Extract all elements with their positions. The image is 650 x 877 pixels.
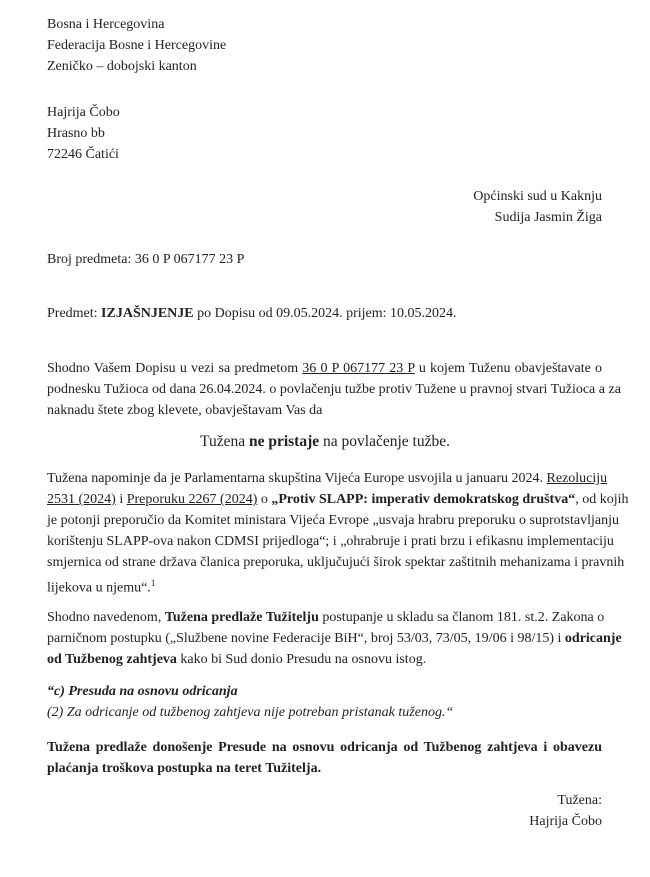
p3-bold: odricanje <box>564 631 622 646</box>
p1-text: u kojem Tuženu obavještavate o <box>414 361 602 376</box>
case-number-line <box>47 249 244 270</box>
p3-bold: od Tužbenog zahtjeva <box>47 652 177 667</box>
p1-line: naknadu štete zbog klevete, obavještavam Vas da <box>47 403 323 418</box>
case-number-ref: 36 0 P 067177 23 P <box>302 361 415 376</box>
p2-text: o <box>257 492 272 507</box>
proposal-line: Tužena predlaže donošenje Presude na osnovu odricanja od Tužbenog zahtjeva i obavezu <box>47 740 602 755</box>
p2-line: korištenju SLAPP-ova nakon CDMSI prijedloga“; i „ohrabruje i prati brzu i efikasnu implementaciju <box>47 534 614 549</box>
recipient-block <box>473 186 602 228</box>
final-proposal <box>47 737 602 779</box>
paragraph-slapp <box>47 468 629 599</box>
slapp-title: „Protiv SLAPP: imperativ demokratskog društva“ <box>271 492 576 507</box>
central-statement <box>0 433 650 451</box>
subject-label: Predmet: <box>47 306 98 321</box>
statement-emphasis: ne pristaje <box>248 433 320 450</box>
subject-title: IZJAŠNJENJE <box>101 306 194 321</box>
law-quote <box>47 681 453 723</box>
recipient-court: Općinski sud u Kaknju <box>473 189 602 204</box>
p2-line: lijekova u njemu“. <box>47 580 151 596</box>
sender-canton: Zeničko – dobojski kanton <box>47 59 197 74</box>
footnote-ref: 1 <box>150 578 156 588</box>
statement-text: Tužena <box>200 433 249 450</box>
recommendation-link: Preporuku 2267 (2024) <box>126 492 258 507</box>
p2-text: Tužena napominje da je Parlamentarna skupština Vijeća Europe usvojila u januaru 2024. <box>47 471 547 486</box>
signature-block <box>529 790 602 832</box>
p2-text: i <box>115 492 127 507</box>
quote-heading: “c) Presuda na osnovu odricanja <box>47 684 238 699</box>
subject-line <box>47 303 457 324</box>
p3-text: parničnom postupku („Službene novine Federacije BiH“, broj 53/03, 73/05, 19/06 i 98/15) i <box>47 631 565 646</box>
signature-label: Tužena: <box>557 793 602 808</box>
sender-street: Hrasno bb <box>47 126 105 141</box>
proposal-line: plaćanja troškova postupka na teret Tužitelja. <box>47 761 322 776</box>
subject-rest: po Dopisu od 09.05.2024. prijem: 10.05.2024. <box>193 306 457 321</box>
case-label: Broj predmeta: <box>47 252 132 267</box>
p3-text: postupanje u skladu sa članom 181. st.2. Zakona o <box>318 610 605 625</box>
signature-name: Hajrija Čobo <box>529 814 602 829</box>
p1-line: podnesku Tužioca od dana 26.04.2024. o povlačenju tužbe protiv Tužene u pravnoj stvari Tužioca a za <box>47 382 621 397</box>
sender-name: Hajrija Čobo <box>47 105 120 120</box>
statement-text: na povlačenje tužbe. <box>319 433 450 450</box>
p3-bold: Tužena predlaže Tužitelju <box>164 610 319 625</box>
paragraph-intro <box>47 358 621 421</box>
p3-text: kako bi Sud donio Presudu na osnovu istog. <box>176 652 427 667</box>
p1-text: Shodno Vašem Dopisu u vezi sa predmetom <box>47 361 303 376</box>
sender-entity: Federacija Bosne i Hercegovine <box>47 38 227 53</box>
p2-line: je potonji preporučio da Komitet ministara Vijeća Evrope „usvaja hrabru preporuku o suprotstavljanju <box>47 513 619 528</box>
p2-text: , od kojih <box>575 492 629 507</box>
sender-country: Bosna i Hercegovina <box>47 17 165 32</box>
sender-header <box>47 14 226 77</box>
recipient-judge: Sudija Jasmin Žiga <box>494 210 602 225</box>
sender-city: 72246 Čatići <box>47 147 119 162</box>
p3-text: Shodno navedenom, <box>47 610 165 625</box>
paragraph-proposal <box>47 607 622 670</box>
resolution-link: Rezoluciju <box>546 471 608 486</box>
quote-body: (2) Za odricanje od tužbenog zahtjeva nije potreban pristanak tuženog.“ <box>47 705 454 720</box>
case-number: 36 0 P 067177 23 P <box>134 252 245 267</box>
p2-line: smjernica od strane država članica preporuka, uključujući širok spektar zaštitnih mehanizama i pravnih <box>47 555 625 570</box>
resolution-number: 2531 (2024) <box>47 492 116 507</box>
sender-address <box>47 102 120 165</box>
